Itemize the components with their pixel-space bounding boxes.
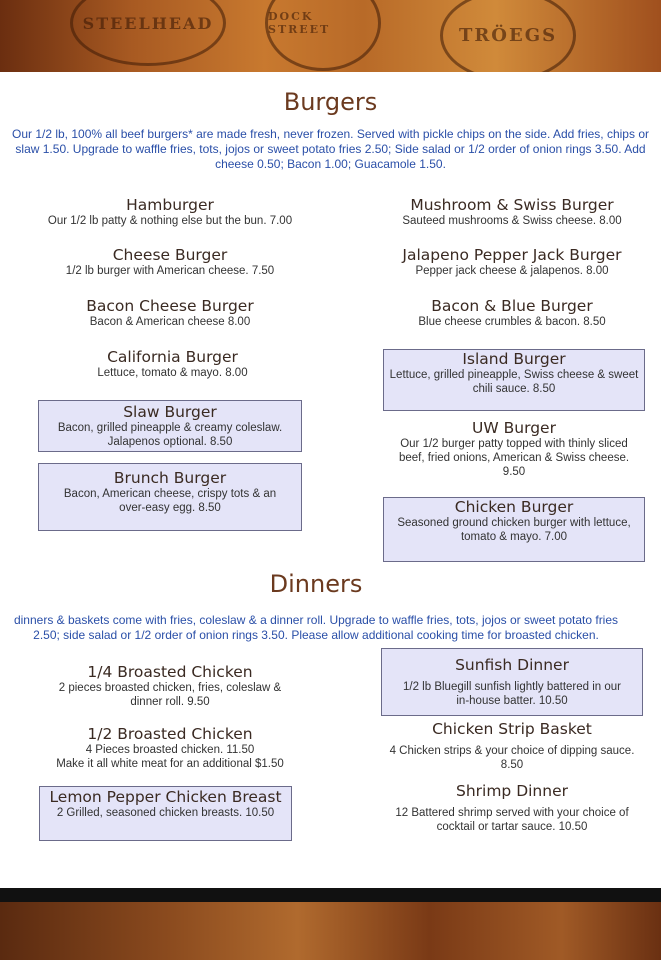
item-desc: Bacon, American cheese, crispy tots & an over-easy egg. 8.50 — [63, 488, 277, 514]
item-desc: Lettuce, tomato & mayo. 8.00 — [97, 367, 248, 379]
dock-street-logo: DOCK STREET — [265, 0, 381, 71]
menu-item-sunfish-dinner — [381, 648, 643, 716]
menu-item-slaw-burger — [38, 400, 302, 452]
item-name: California Burger — [107, 348, 238, 366]
bottom-wood-texture — [0, 902, 661, 960]
dinners-intro: dinners & baskets come with fries, coleslaw & a dinner roll. Upgrade to waffle fries, tots, jojos or sweet potato fries 2.50; side salad or 1/2 order of onion rings 3.50. Please allow additional cooking time for broasted chicken. — [13, 613, 619, 642]
bottom-banner — [0, 888, 661, 960]
item-name: 1/2 Broasted Chicken — [87, 725, 253, 743]
item-name: Chicken Strip Basket — [432, 720, 592, 738]
menu-item-brunch-burger — [38, 463, 302, 531]
item-name: Shrimp Dinner — [455, 782, 568, 800]
item-desc: Pepper jack cheese & jalapenos. 8.00 — [415, 265, 609, 277]
menu-item-bacon-blue-burger — [383, 297, 641, 329]
item-desc: 2 pieces broasted chicken, fries, coleslaw & dinner roll. 9.50 — [58, 682, 282, 708]
menu-item-cheese-burger — [40, 246, 300, 278]
item-desc: 4 Chicken strips & your choice of dipping sauce. 8.50 — [389, 745, 635, 771]
item-name: Slaw Burger — [123, 403, 217, 421]
item-desc: Bacon & American cheese 8.00 — [89, 316, 251, 328]
item-name: Island Burger — [462, 350, 566, 368]
item-name: 1/4 Broasted Chicken — [87, 663, 253, 681]
item-name: Brunch Burger — [113, 469, 227, 487]
item-name: Mushroom & Swiss Burger — [410, 196, 614, 214]
menu-item-lemon-pepper-chicken — [39, 786, 292, 841]
item-name: Cheese Burger — [112, 246, 228, 264]
item-desc: Seasoned ground chicken burger with lettuce, tomato & mayo. 7.00 — [397, 517, 631, 543]
menu-item-mushroom-swiss-burger — [383, 196, 641, 228]
menu-item-quarter-broasted-chicken — [38, 663, 302, 709]
burgers-heading: Burgers — [283, 88, 378, 116]
item-desc-extra: Make it all white meat for an additional $1.50 — [56, 758, 284, 770]
top-banner — [0, 0, 661, 72]
item-name: Chicken Burger — [454, 498, 574, 516]
item-desc: Lettuce, grilled pineapple, Swiss cheese & sweet chili sauce. 8.50 — [389, 369, 639, 395]
item-desc: 12 Battered shrimp served with your choice of cocktail or tartar sauce. 10.50 — [395, 807, 629, 833]
item-desc: Our 1/2 burger patty topped with thinly sliced beef, fried onions, American & Swiss cheese. 9.50 — [398, 438, 630, 478]
item-name: UW Burger — [472, 419, 556, 437]
item-name: Hamburger — [126, 196, 214, 214]
menu-item-bacon-cheese-burger — [40, 297, 300, 329]
menu-item-chicken-burger — [383, 497, 645, 562]
menu-item-uw-burger — [383, 419, 645, 479]
steelhead-logo: STEELHEAD — [70, 0, 226, 66]
menu-item-shrimp-dinner — [381, 782, 643, 834]
item-desc: 1/2 lb Bluegill sunfish lightly battered in our in-house batter. 10.50 — [403, 681, 621, 707]
item-name: Sunfish Dinner — [455, 656, 569, 674]
menu-item-chicken-strip-basket — [381, 720, 643, 772]
menu-item-island-burger — [383, 349, 645, 411]
item-desc: Bacon, grilled pineapple & creamy coleslaw. Jalapenos optional. 8.50 — [57, 422, 283, 448]
menu-item-jalapeno-burger — [383, 246, 641, 278]
item-desc: 1/2 lb burger with American cheese. 7.50 — [65, 265, 275, 277]
menu-item-half-broasted-chicken — [38, 725, 302, 771]
item-desc: 2 Grilled, seasoned chicken breasts. 10.50 — [56, 807, 275, 819]
burgers-intro: Our 1/2 lb, 100% all beef burgers* are made fresh, never frozen. Served with pickle chips on the side. Add fries, chips or slaw 1.50. Upgrade to waffle fries, tots, jojos or sweet potato fries 2.50; Side salad or 1/2 order of onion rings 3.50. Add cheese 0.50; Bacon 1.00; Guacamole 1.50. — [11, 127, 649, 171]
item-name: Bacon & Blue Burger — [431, 297, 593, 315]
item-desc: 4 Pieces broasted chicken. 11.50 — [85, 744, 255, 756]
item-desc: Blue cheese crumbles & bacon. 8.50 — [418, 316, 606, 328]
item-desc: Our 1/2 lb patty & nothing else but the bun. 7.00 — [47, 215, 293, 227]
dinners-heading: Dinners — [269, 570, 363, 598]
troegs-logo: TRÖEGS — [440, 0, 576, 72]
menu-item-hamburger — [40, 196, 300, 228]
item-desc: Sauteed mushrooms & Swiss cheese. 8.00 — [402, 215, 622, 227]
menu-item-california-burger — [40, 348, 305, 380]
item-name: Lemon Pepper Chicken Breast — [49, 788, 282, 806]
item-name: Bacon Cheese Burger — [86, 297, 254, 315]
item-name: Jalapeno Pepper Jack Burger — [402, 246, 622, 264]
